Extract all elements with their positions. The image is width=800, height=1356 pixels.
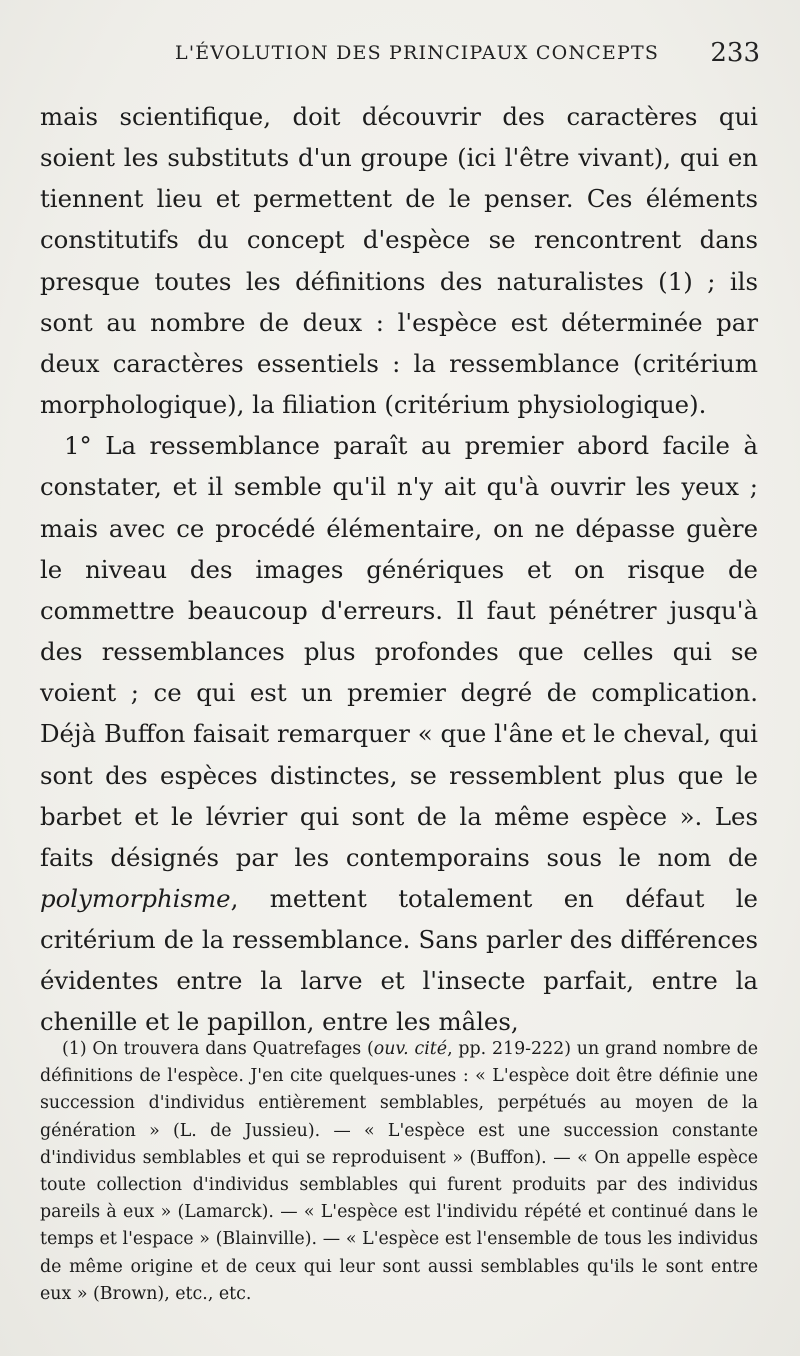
paragraph-1: mais scientifique, doit découvrir des caractères qui soient les substituts d'un groupe (ici l'être vivant), qui en tiennent lieu et permettent de le penser. Ces éléments constitutifs du concept d'espèce se rencontrent dans presque toutes les définitions des naturalistes (1) ; ils sont au nombre de deux : l'espèce est déterminée par deux caractères essentiels : la ressemblance (critérium morphologique), la filiation (critérium physiologique).: [40, 102, 758, 420]
running-head: L'ÉVOLUTION DES PRINCIPAUX CONCEPTS: [175, 42, 660, 64]
footnote-text-a: (1) On trouvera dans Quatrefages (: [62, 1039, 374, 1059]
page-header: [40, 40, 760, 76]
paragraph-2-text-a: 1° La ressemblance paraît au premier abord facile à constater, et il semble qu'il n'y ait qu'à ouvrir les yeux ; mais avec ce procédé élémentaire, on ne dépasse guère le niveau des images génériques et on risque de commettre beaucoup d'erreurs. Il faut pénétrer jusqu'à des ressemblances plus profondes que celles qui se voient ; ce qui est un premier degré de complication. Déjà Buffon faisait remarquer « que l'âne et le cheval, qui sont des espèces distinctes, se ressemblent plus que le barbet et le lévrier qui sont de la même espèce ». Les faits désignés par les contemporains sous le nom de: [40, 431, 758, 872]
paragraph-2: [40, 425, 758, 1042]
page-number: 233: [710, 38, 760, 68]
footnote-italic: ouv. cité: [373, 1039, 448, 1059]
paragraph-2-italic-term: polymorphisme: [40, 883, 231, 913]
footnote-text-b: , pp. 219-222) un grand nombre de définitions de l'espèce. J'en cite quelques-unes : « L'espèce doit être définie une succession d'individus entièrement semblables, perpétués au moyen de la génération » (L. de Jussieu). — « L'espèce est une succession constante d'individus semblables et qui se reproduisent » (Buffon). — « On appelle espèce toute collection d'individus semblables qui furent produits par des individus pareils à eux » (Lamarck). — « L'espèce est l'individu répété et continué dans le temps et l'espace » (Blainville). — « L'espèce est l'ensemble de tous les individus de même origine et de ceux qui leur sont aussi semblables qu'ils le sont entre eux » (Brown), etc., etc.: [40, 1039, 758, 1304]
paragraph-2-text-b: , mettent totalement en défaut le critérium de la ressemblance. Sans parler des différences évidentes entre la larve et l'insecte parfait, entre la chenille et le papillon, entre les mâles,: [40, 883, 758, 1037]
body-text: [40, 96, 758, 1043]
footnote: [40, 1036, 758, 1308]
